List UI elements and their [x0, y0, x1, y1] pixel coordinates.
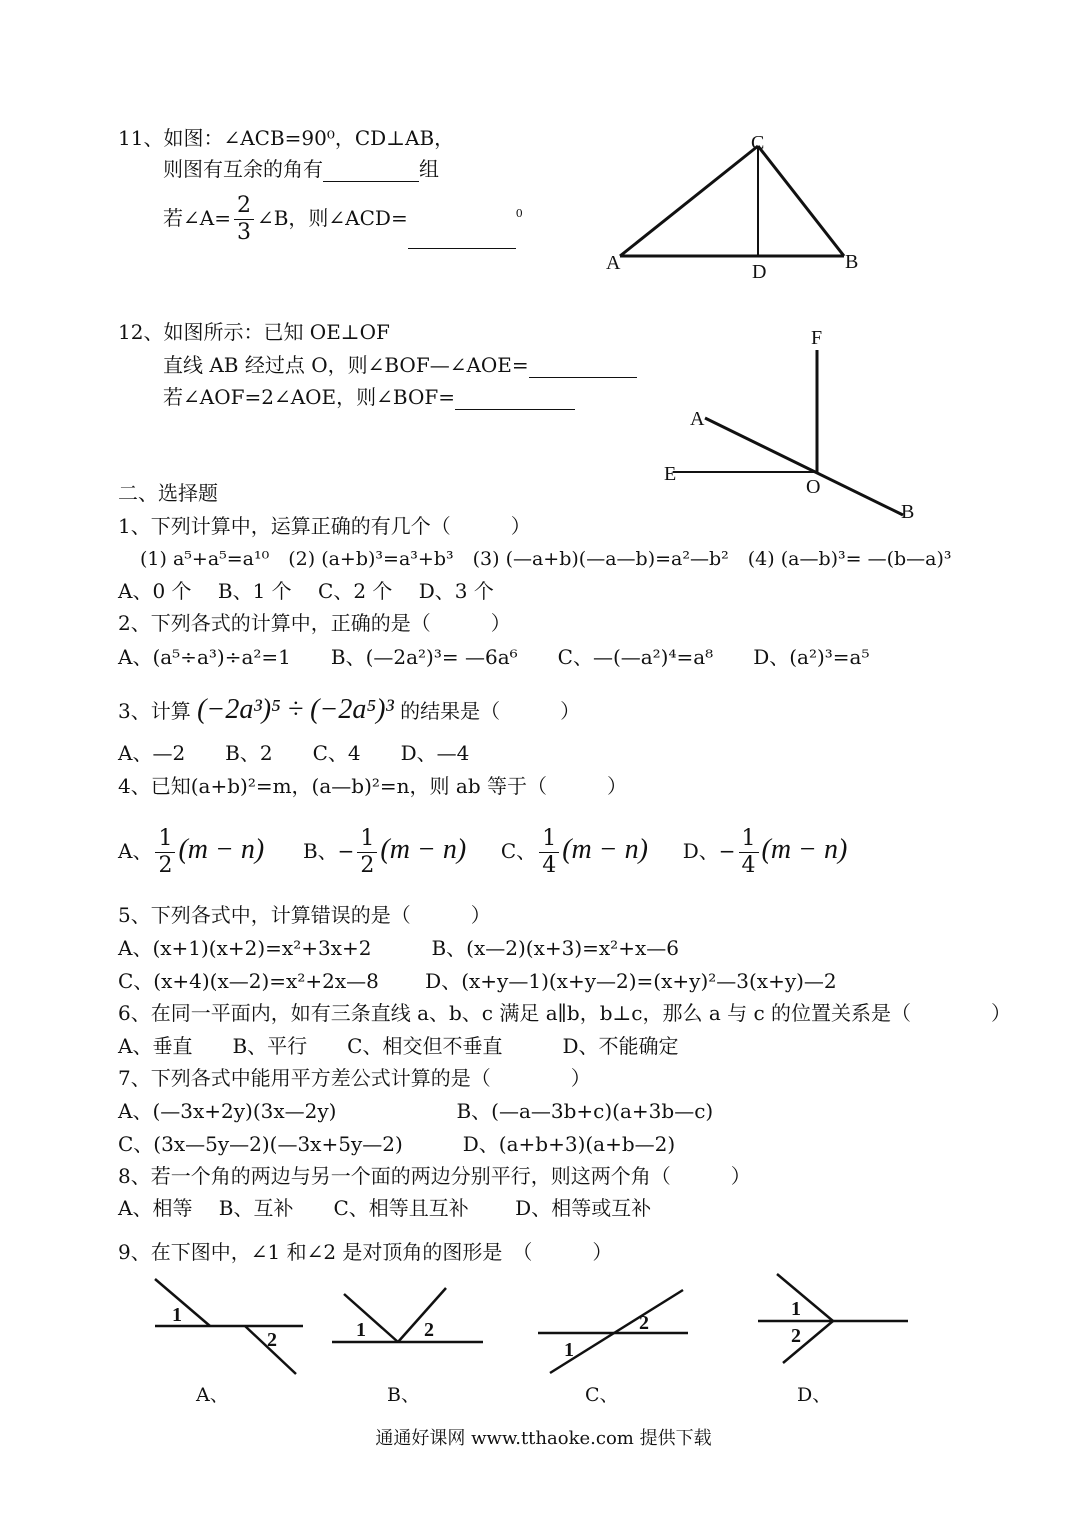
- fraction-denominator: 3: [236, 220, 251, 245]
- q11-line2-text: 则图有互余的角有: [163, 157, 323, 181]
- q3-options: A、—2 B、2 C、4 D、—4: [118, 741, 470, 765]
- label-B: B: [845, 251, 859, 273]
- q3-post: 的结果是（ ）: [400, 699, 581, 723]
- q9-caption-a: A、: [196, 1384, 229, 1406]
- fraction: $\frac{1}{4}$: [539, 826, 559, 879]
- q1-stem: 1、下列计算中，运算正确的有几个（ ）: [118, 514, 531, 538]
- q9-caption-c: C、: [585, 1384, 619, 1406]
- q9-figure-a: [150, 1272, 310, 1382]
- fraction-numerator: 2: [234, 193, 254, 220]
- q6-stem: 6、在同一平面内，如有三条直线 a、b、c 满足 a∥b，b⊥c，那么 a 与 c 的位置关系是（ ）: [118, 1001, 1012, 1025]
- label-D: D: [752, 261, 767, 283]
- angle-1-label: 1: [356, 1319, 366, 1341]
- q11-line3: [163, 188, 523, 249]
- answer-blank[interactable]: [408, 188, 516, 249]
- q11-line3-pre: 若∠A=: [163, 206, 231, 230]
- q8-stem: 8、若一个角的两边与另一个面的两边分别平行，则这两个角（ ）: [118, 1164, 751, 1188]
- q5-options-row2: C、(x+4)(x—2)=x²+2x—8 D、(x+y—1)(x+y—2)=(x+y)²—3(x+y)—2: [118, 969, 837, 993]
- q2-options: A、(a⁵÷a³)÷a²=1 B、(—2a²)³= —6a⁶ C、—(—a²)⁴=a⁸ D、(a²)³=a⁵: [118, 645, 870, 669]
- q4-stem: 4、已知(a+b)²=m，(a—b)²=n，则 ab 等于（ ）: [118, 774, 627, 798]
- q4-option-a[interactable]: A、 $\frac{1}{2}$ (m − n): [118, 826, 265, 878]
- q9-caption-d: D、: [797, 1384, 832, 1406]
- label-A: A: [606, 252, 621, 274]
- q4-options: [118, 820, 847, 881]
- q3-stem: [118, 685, 580, 736]
- q5-options-row1: A、(x+1)(x+2)=x²+3x+2 B、(x—2)(x+3)=x²+x—6: [118, 936, 679, 960]
- q6-options: A、垂直 B、平行 C、相交但不垂直 D、不能确定: [118, 1034, 679, 1058]
- q12-line2-text: 直线 AB 经过点 O，则∠BOF—∠AOE=: [163, 353, 529, 377]
- label-F: F: [811, 327, 823, 349]
- fraction: $\frac{1}{2}$: [155, 826, 175, 879]
- angle-1-label: 1: [791, 1298, 801, 1320]
- label-E: E: [664, 463, 677, 485]
- q9-figure-b: [328, 1282, 488, 1357]
- q11-line2-end: 组: [419, 157, 439, 181]
- q12-line1: 12、如图所示：已知 OE⊥OF: [118, 320, 390, 344]
- fraction: [234, 193, 254, 246]
- q7-options-row1: A、(—3x+2y)(3x—2y) B、(—a—3b+c)(a+3b—c): [118, 1099, 714, 1123]
- degree-mark: 0: [515, 207, 523, 220]
- answer-blank[interactable]: [455, 385, 575, 410]
- q7-options-row2: C、(3x—5y—2)(—3x+5y—2) D、(a+b+3)(a+b—2): [118, 1132, 676, 1156]
- q8-options: A、相等 B、互补 C、相等且互补 D、相等或互补: [118, 1196, 652, 1220]
- angle-2-label: 2: [639, 1312, 649, 1334]
- q5-stem: 5、下列各式中，计算错误的是（ ）: [118, 903, 491, 927]
- section-title: 二、选择题: [118, 481, 218, 505]
- q2-stem: 2、下列各式的计算中，正确的是（ ）: [118, 611, 511, 635]
- angle-2-label: 2: [791, 1325, 801, 1347]
- perpendicular-lines-figure: [655, 320, 925, 525]
- fraction: $\frac{1}{4}$: [739, 826, 759, 879]
- q12-line2: [163, 353, 637, 378]
- q9-figure-d: [755, 1268, 915, 1368]
- q11-line1: 11、如图：∠ACB=90⁰，CD⊥AB，: [118, 126, 455, 150]
- q12-line3-text: 若∠AOF=2∠AOE，则∠BOF=: [163, 385, 456, 409]
- fraction: $\frac{1}{2}$: [357, 826, 377, 879]
- q4-option-d[interactable]: D、− $\frac{1}{4}$ (m − n): [682, 826, 848, 878]
- page-footer: 通通好课网 www.tthaoke.com 提供下载: [375, 1428, 712, 1449]
- triangle-figure: [600, 128, 870, 288]
- q12-line3: [163, 385, 575, 410]
- angle-2-label: 2: [424, 1319, 434, 1341]
- q1-options: A、0 个 B、1 个 C、2 个 D、3 个: [118, 579, 494, 603]
- q1-items: (1) a⁵+a⁵=a¹⁰ (2) (a+b)³=a³+b³ (3) (—a+b)(—a—b)=a²—b² (4) (a—b)³= —(b—a)³: [140, 548, 952, 570]
- q4-option-b[interactable]: B、− $\frac{1}{2}$ (m − n): [302, 826, 467, 878]
- q11-line2: [163, 157, 439, 182]
- q3-expression: (−2a³)⁵ ÷ (−2a⁵)³: [197, 694, 394, 725]
- q4-option-c[interactable]: C、 $\frac{1}{4}$ (m − n): [500, 826, 648, 878]
- answer-blank[interactable]: [323, 157, 419, 182]
- q11-line3-mid: ∠B，则∠ACD=: [256, 206, 408, 230]
- angle-2-label: 2: [267, 1329, 277, 1351]
- label-B: B: [901, 501, 915, 523]
- label-A: A: [690, 408, 705, 430]
- q9-stem: 9、在下图中，∠1 和∠2 是对顶角的图形是 （ ）: [118, 1240, 613, 1264]
- answer-blank[interactable]: [529, 353, 637, 378]
- q3-pre: 3、计算: [118, 699, 191, 723]
- label-C: C: [751, 132, 765, 154]
- label-O: O: [806, 476, 821, 498]
- q9-caption-b: B、: [387, 1384, 420, 1406]
- q9-figure-c: [535, 1285, 695, 1380]
- angle-1-label: 1: [172, 1304, 182, 1326]
- q7-stem: 7、下列各式中能用平方差公式计算的是（ ）: [118, 1066, 591, 1090]
- angle-1-label: 1: [564, 1339, 574, 1361]
